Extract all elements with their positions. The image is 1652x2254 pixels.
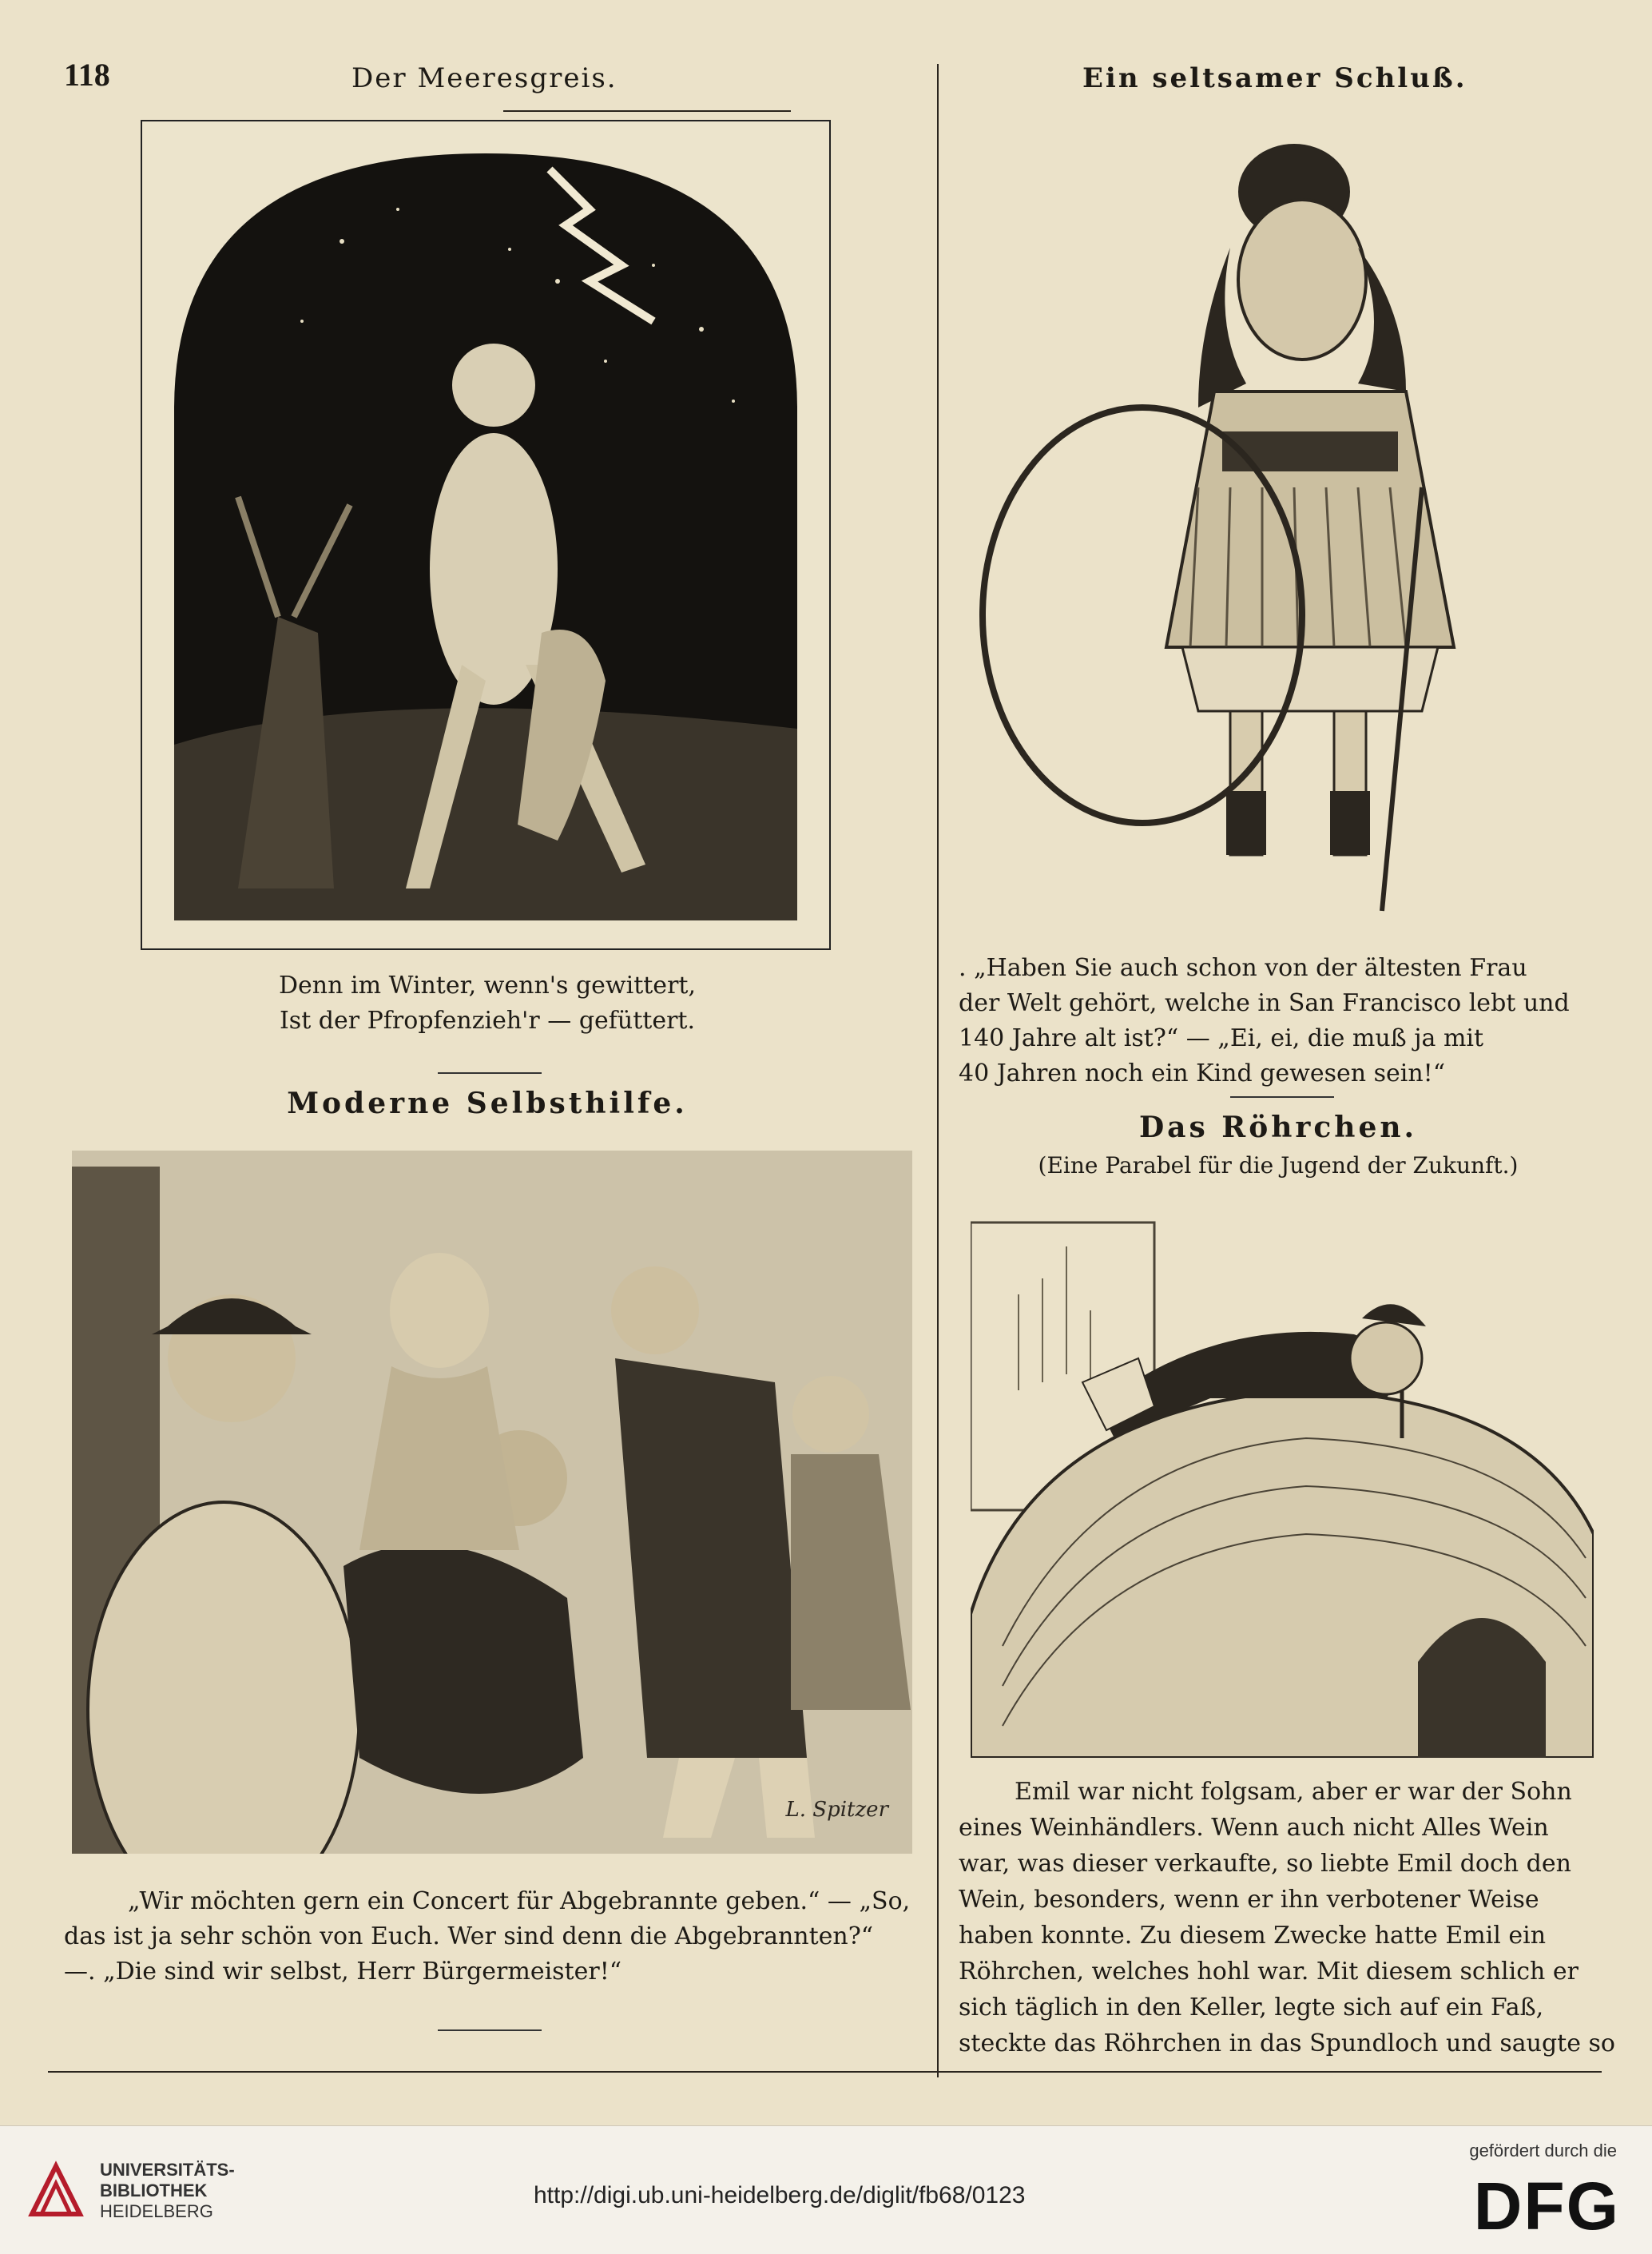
library-city: HEIDELBERG [100,2201,213,2221]
caption-line: Denn im Winter, wenn's gewittert, [279,972,696,1000]
caption-line: das ist ja sehr schön von Euch. Wer sind denn die Abgebrannten?“ [64,1922,874,1950]
dfg-logo: DFG [1473,2169,1620,2244]
funding-note: gefördert durch die [1469,2141,1617,2161]
caption-line: 140 Jahre alt ist?“ — „Ei, ei, die muß ja mit [959,1024,1484,1052]
library-name [100,2160,235,2222]
selbsthilfe-illustration [72,1151,912,1854]
text-line: sich täglich in den Keller, legte sich auf ein Faß, [959,1994,1544,2021]
text-line: war, was dieser verkaufte, so liebte Emil doch den [959,1850,1571,1878]
roehrchen-title: Das Röhrchen. [1138,1111,1418,1144]
meeresgreis-illustration [141,120,831,950]
artist-signature: L. Spitzer [785,1798,888,1822]
bottom-rule [48,2071,1602,2073]
text-line: steckte das Röhrchen in das Spundloch und saugte so [959,2029,1615,2057]
text-line: Röhrchen, welches hohl war. Mit diesem schlich er [959,1958,1579,1986]
meeresgreis-caption [144,968,831,1039]
roehrchen-subtitle: (Eine Parabel für die Jugend der Zukunft.) [1038,1152,1519,1179]
hoop-girl-illustration [959,120,1598,927]
column-divider [937,64,939,2077]
page-number: 118 [64,57,110,93]
permalink-url[interactable]: http://digi.ub.uni-heidelberg.de/diglit/fb68/0123 [534,2182,1026,2208]
caption-line: —. „Die sind wir selbst, Herr Bürgermeister!“ [64,1958,622,1986]
digitization-footer [0,2125,1652,2254]
section-divider [1230,1096,1334,1098]
selbsthilfe-title: Moderne Selbsthilfe. [287,1087,688,1120]
right-column-header: Ein seltsamer Schluß. [1082,62,1467,94]
library-logo-icon [24,2158,88,2222]
text-line: Wein, besonders, wenn er ihn verbotener Weise [959,1886,1539,1914]
text-line: Emil war nicht folgsam, aber er war der Sohn [1015,1778,1572,1806]
caption-line: Ist der Pfropfenzieh'r — gefüttert. [279,1007,696,1035]
caption-line: 40 Jahren noch ein Kind gewesen sein!“ [959,1059,1446,1087]
selbsthilfe-caption [64,1884,911,1990]
library-name-line-2: BIBLIOTHEK [100,2180,208,2200]
caption-line: der Welt gehört, welche in San Francisco lebt und [959,989,1570,1017]
schluss-caption [959,951,1598,1091]
text-line: eines Weinhändlers. Wenn auch nicht Alles Wein [959,1814,1549,1842]
text-line: haben konnte. Zu diesem Zwecke hatte Emil ein [959,1922,1547,1950]
caption-line: „Wir möchten gern ein Concert für Abgebrannte geben.“ — „So, [128,1887,911,1915]
roehrchen-illustration [971,1199,1594,1758]
left-column-header: Der Meeresgreis. [351,62,618,94]
section-divider [438,1072,542,1074]
section-divider [438,2029,542,2031]
header-rule [503,110,791,112]
caption-line: . „Haben Sie auch schon von der ältesten Frau [959,954,1527,982]
library-name-line-1: UNIVERSITÄTS- [100,2160,235,2180]
roehrchen-text [959,1774,1615,2061]
